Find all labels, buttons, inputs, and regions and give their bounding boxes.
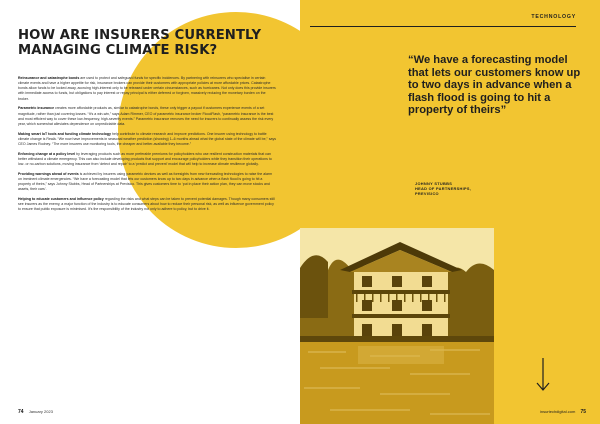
paragraph-text: is achieved by insurers using parametric devices as well as foresights from new forecasting technologies to raise the alarm on imminent climate emergencies. “We have a forecasting model that lets our customers know up to two days in advance when a flash flood is going to hit a property of theirs,” says Johnny Stubbs, Head of Partnerships at Previsico. This gives customers time to ‘put in place their action plan, they can move stocks and assets, their cars’. (18, 171, 273, 192)
section-tag: TECHNOLOGY (531, 14, 576, 20)
paragraph-lead: Helping to educate customers and influence policy (18, 196, 104, 201)
paragraph-text: creates more affordable products as, similar to catastrophe bonds, these only trigger a payout if customers experience events of a set magnitude, rather than just covering losses. “It’s a win-win,” says Adam Rimmer, CEO of parametric insurance broker FloodFlash, “parametric insurance is the best and most efficient way to cover these low-frequency, high-severity events.” Parametric insurance removes the need for insurers to continually assess the risk every year, which somewhat alleviates dependence on unpredictable data. (18, 106, 274, 126)
quote-attribution (415, 181, 471, 196)
issue-date: January 2023 (28, 409, 53, 414)
page-footer-right (540, 409, 586, 415)
article-headline: HOW ARE INSURERS CURRENTLY MANAGING CLIMATE RISK? (18, 28, 262, 58)
paragraph-educate (18, 197, 276, 212)
paragraph-lead: Enforcing change at a policy level (18, 151, 76, 156)
paragraph-warnings (18, 172, 276, 193)
paragraph-parametric (18, 106, 276, 127)
article-body (18, 76, 276, 217)
paragraph-text: by leveraging products such as more preferable premiums for policyholders who use resilient construction materials that can better withstand a climate emergency. This can also include developing products that support and encourage policyholders while they transition their operations to low- or no-carbon solutions, moving insurance from ‘detect and repair’ to a ‘predict and prevent’ model that will help to increase climate resilience globally. (18, 151, 272, 166)
paragraph-iot-tools (18, 132, 276, 147)
paragraph-lead: Parametric insurance (18, 106, 55, 111)
page-number: 75 (580, 409, 586, 415)
paragraph-lead: Providing warnings ahead of events (18, 171, 79, 176)
paragraph-reinsurance (18, 76, 276, 102)
arrow-down-icon (536, 358, 550, 392)
paragraph-text: regarding the risks and what steps can be taken to prevent potential damages. Though many consumers still see insurers as the enemy, a major function of the industry is to educate consumers about how to reduce their personal risk, as well as influence government policy to ensure that public exposure is minimised. It’s the responsibility of the industry not only to adhere to policy, but to drive it. (18, 196, 275, 212)
paragraph-lead: Reinsurance and catastrophe bonds (18, 76, 80, 80)
pull-quote: “We have a forecasting model that lets our customers know up to two days in advance when a flash flood is going to hit a property of theirs” (408, 54, 581, 117)
attribution-role: HEAD OF PARTNERSHIPS, (415, 186, 472, 191)
right-page (300, 0, 600, 424)
page-footer-left (18, 409, 53, 415)
paragraph-policy-level (18, 152, 276, 167)
flood-photo (300, 228, 494, 424)
section-divider (310, 26, 576, 27)
attribution-company: PREVISICO (415, 191, 439, 196)
page-number: 74 (18, 409, 24, 415)
paragraph-lead: Making smart IoT tools and funding climate technology (18, 131, 112, 136)
paragraph-text: help contribute to climate research and improve predictions. One insurer using technology to battle climate change is Realá. “We now have improvements in seasonal weather prediction (showing) 1–6 months ahead what the global state of the climate will be,” says CEO James Rodney. “The more insurers use monitoring tools, the cheaper and better-available they become.” (18, 131, 277, 146)
site-url: insurtechdigital.com (539, 409, 576, 414)
paragraph-text: are used to protect and safeguard funds for specific incidences. By partnering with reinsurers who specialise in certain climate events and have a higher appetite for risk, insurance brokers can provide their customers with appropriate policies at more affordable prices. Catastrophe bonds allow funds to be locked away, accruing high-interest only to be released under certain circumstances, such as hurricanes. Not only does this provide insurers with immediate access to funds, but obligations to pay interest or repay principal is either deferred or forgiven, massively reducing the monetary burden on the broker. (18, 76, 276, 101)
attribution-name: JOHNNY STUBBS (415, 181, 453, 186)
